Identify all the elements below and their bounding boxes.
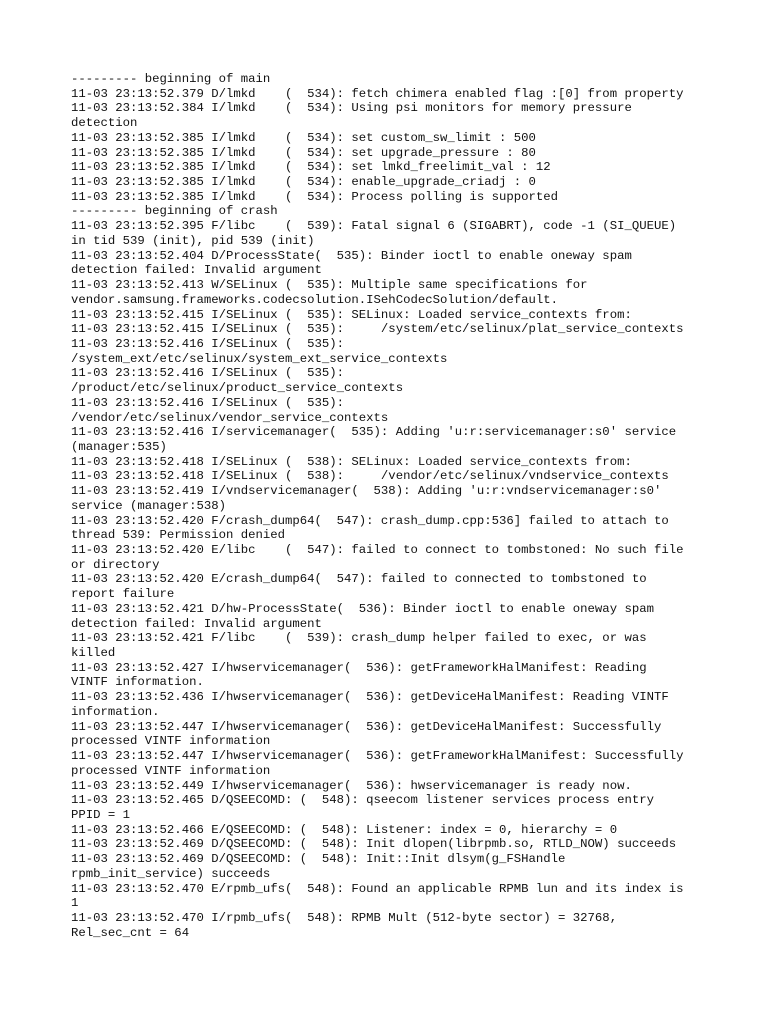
log-line: 11-03 23:13:52.421 F/libc ( 539): crash_dump helper failed to exec, or was <box>71 631 647 646</box>
log-line: /vendor/etc/selinux/vendor_service_contexts <box>71 410 389 425</box>
log-line: detection failed: Invalid argument <box>71 263 322 278</box>
log-line: 11-03 23:13:52.415 I/SELinux ( 535): /system/etc/selinux/plat_service_contexts <box>71 322 684 337</box>
log-line: 11-03 23:13:52.379 D/lmkd ( 534): fetch chimera enabled flag :[0] from property <box>71 86 684 101</box>
log-line: 11-03 23:13:52.416 I/SELinux ( 535): <box>71 395 345 410</box>
log-line: in tid 539 (init), pid 539 (init) <box>71 233 315 248</box>
log-line: VINTF information. <box>71 675 204 690</box>
log-line: 11-03 23:13:52.470 E/rpmb_ufs( 548): Found an applicable RPMB lun and its index is <box>71 881 684 896</box>
log-line: 11-03 23:13:52.420 E/crash_dump64( 547): failed to connected to tombstoned to <box>71 572 647 587</box>
log-line: /system_ext/etc/selinux/system_ext_service_contexts <box>71 351 448 366</box>
log-line: 11-03 23:13:52.447 I/hwservicemanager( 536): getDeviceHalManifest: Successfully <box>71 719 662 734</box>
log-line: 11-03 23:13:52.413 W/SELinux ( 535): Multiple same specifications for <box>71 278 588 293</box>
log-line: thread 539: Permission denied <box>71 528 286 543</box>
log-line: 11-03 23:13:52.447 I/hwservicemanager( 536): getFrameworkHalManifest: Successfully <box>71 749 684 764</box>
log-line: 11-03 23:13:52.420 F/crash_dump64( 547): crash_dump.cpp:536] failed to attach to <box>71 513 669 528</box>
log-line: --------- beginning of main <box>71 72 271 86</box>
log-line: 11-03 23:13:52.384 I/lmkd ( 534): Using psi monitors for memory pressure <box>71 101 632 116</box>
log-line: /product/etc/selinux/product_service_contexts <box>71 381 404 396</box>
log-line: 11-03 23:13:52.385 I/lmkd ( 534): Process polling is supported <box>71 189 559 204</box>
log-line: 11-03 23:13:52.416 I/servicemanager( 535): Adding 'u:r:servicemanager:s0' service <box>71 425 677 440</box>
log-line: 11-03 23:13:52.436 I/hwservicemanager( 536): getDeviceHalManifest: Reading VINTF <box>71 690 669 705</box>
log-line: vendor.samsung.frameworks.codecsolution.ISehCodecSolution/default. <box>71 292 559 307</box>
log-line: 11-03 23:13:52.421 D/hw-ProcessState( 536): Binder ioctl to enable oneway spam <box>71 601 654 616</box>
log-line: 11-03 23:13:52.449 I/hwservicemanager( 536): hwservicemanager is ready now. <box>71 778 632 793</box>
log-line: 11-03 23:13:52.418 I/SELinux ( 538): /vendor/etc/selinux/vndservice_contexts <box>71 469 669 484</box>
log-line: 11-03 23:13:52.416 I/SELinux ( 535): <box>71 336 345 351</box>
log-line: Rel_sec_cnt = 64 <box>71 925 190 940</box>
log-line: 11-03 23:13:52.404 D/ProcessState( 535): Binder ioctl to enable oneway spam <box>71 248 632 263</box>
log-line: 11-03 23:13:52.466 E/QSEECOMD: ( 548): Listener: index = 0, hierarchy = 0 <box>71 822 618 837</box>
log-line: information. <box>71 704 160 719</box>
log-line: 11-03 23:13:52.470 I/rpmb_ufs( 548): RPMB Mult (512-byte sector) = 32768, <box>71 910 618 925</box>
log-line: killed <box>71 646 116 661</box>
log-line: 11-03 23:13:52.385 I/lmkd ( 534): set lmkd_freelimit_val : 12 <box>71 160 551 175</box>
log-line: processed VINTF information <box>71 734 271 749</box>
log-line: 11-03 23:13:52.427 I/hwservicemanager( 536): getFrameworkHalManifest: Reading <box>71 660 647 675</box>
log-line: (manager:535) <box>71 439 167 454</box>
log-line: PPID = 1 <box>71 807 131 822</box>
log-line: 11-03 23:13:52.465 D/QSEECOMD: ( 548): qseecom listener services process entry <box>71 793 654 808</box>
log-line: report failure <box>71 587 175 602</box>
log-line: 11-03 23:13:52.469 D/QSEECOMD: ( 548): Init::Init dlsym(g_FSHandle <box>71 852 566 867</box>
log-line: 11-03 23:13:52.385 I/lmkd ( 534): set upgrade_pressure : 80 <box>71 145 536 160</box>
log-line: rpmb_init_service) succeeds <box>71 866 271 881</box>
log-line: 11-03 23:13:52.419 I/vndservicemanager( 538): Adding 'u:r:vndservicemanager:s0' <box>71 484 662 499</box>
log-line: 11-03 23:13:52.418 I/SELinux ( 538): SELinux: Loaded service_contexts from: <box>71 454 632 469</box>
log-line: 11-03 23:13:52.415 I/SELinux ( 535): SELinux: Loaded service_contexts from: <box>71 307 632 322</box>
log-line: 11-03 23:13:52.385 I/lmkd ( 534): set custom_sw_limit : 500 <box>71 130 536 145</box>
log-line: 11-03 23:13:52.469 D/QSEECOMD: ( 548): Init dlopen(librpmb.so, RTLD_NOW) succeeds <box>71 837 677 852</box>
log-text-block <box>71 72 711 940</box>
log-line: 11-03 23:13:52.395 F/libc ( 539): Fatal signal 6 (SIGABRT), code -1 (SI_QUEUE) <box>71 219 677 234</box>
log-line: 1 <box>71 896 79 911</box>
log-line: or directory <box>71 557 160 572</box>
log-line: service (manager:538) <box>71 498 226 513</box>
log-line: 11-03 23:13:52.420 E/libc ( 547): failed to connect to tombstoned: No such file <box>71 543 684 557</box>
log-line: detection failed: Invalid argument <box>71 616 322 631</box>
log-line: 11-03 23:13:52.416 I/SELinux ( 535): <box>71 366 345 381</box>
log-line: 11-03 23:13:52.385 I/lmkd ( 534): enable_upgrade_criadj : 0 <box>71 175 536 190</box>
log-line: processed VINTF information <box>71 763 271 778</box>
log-line: --------- beginning of crash <box>71 204 278 219</box>
log-line: detection <box>71 116 138 131</box>
